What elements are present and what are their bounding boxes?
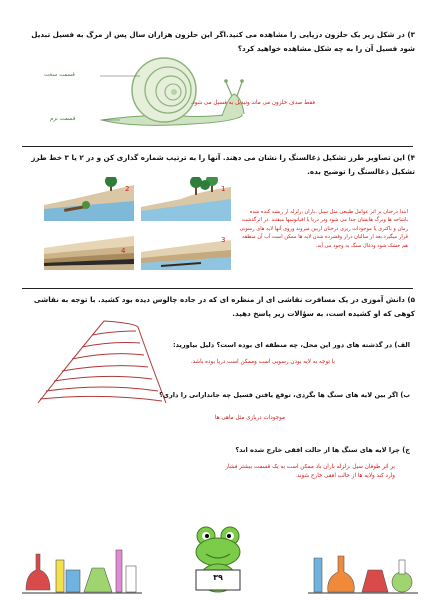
snail-illustration [92, 54, 252, 132]
coal-scene-3 [141, 226, 231, 270]
question-5b-answer: موجودات دریازی مثل ماهی ها [214, 415, 285, 421]
scene-number-3: 3 [221, 236, 226, 244]
question-5a: الف) در گذشته های دور این محل، چه منطقه ای بوده است؟ دلیل بیاورید: [172, 341, 410, 349]
coal-scene-1 [141, 177, 231, 221]
question-5c: ج) چرا لایه های سنگ ها از حالت افقی خارج شده اند؟ [235, 446, 410, 454]
label-hard-part: قسمت سخت [44, 72, 75, 78]
scene-number-1: 1 [221, 185, 226, 193]
divider-2 [22, 288, 413, 289]
coal-scene-2 [44, 177, 134, 221]
scene-number-4: 4 [121, 247, 126, 255]
question-5-text: ۵) دانش آموزی در یک مسافرت نقاشی ای از منظره ای که در جاده چالوس دیده بود کشید. با توجه به نقاشی کوهی که او کشیده است، به سؤالات زیر پاسخ دهید. [33, 295, 415, 318]
scene-number-2: 2 [125, 185, 130, 193]
layered-mountain-drawing [34, 317, 169, 405]
question-4-text: ۴) این تصاویر طرز تشکیل ذغالسنگ را نشان می دهند. آنها را به ترتیب شماره گذاری کن و در ۲ یا ۳ خط طرز تشکیل ذغالسنگ را توضیح بده. [31, 153, 415, 176]
question-5a-answer: با توجه به لایه بودن رسوبی است وممکن است دریا بوده باشد. [190, 359, 335, 365]
divider-1 [22, 146, 413, 147]
label-soft-part: قسمت نرم [50, 116, 76, 122]
question-3-answer: فقط صدف حلزون می ماند وتبدیل به فسیل می شود. [190, 100, 315, 106]
question-3-text: ۳) در شکل زیر یک حلزون دریایی را مشاهده می کنید.اگر این حلزون هزاران سال پس از مرگ به فسیل تبدیل شود فسیل آن را به چه شکل مشاهده خواهید کرد؟ [31, 30, 415, 53]
frog-mascot-illustration [182, 524, 254, 596]
question-5b: ب) اگر بین لایه های سنگ ها بگردی، توقع یافتن فسیل چه جاندارانی را داری؟ [159, 391, 410, 399]
lab-glassware-right-illustration [308, 540, 418, 595]
lab-glassware-left-illustration [22, 540, 142, 595]
page-number: ۳۹ [213, 573, 223, 582]
question-4-answer: ابتدا درختان بر اثر عوامل طبیعی مثل سیل ،باران ،زلزله از ریشه کنده شده باشاخه ها وبرگ هایشان جدا می شود ودر دریا یا اقیانوسها میفتند .در اثرگذشت زمان و باکتری یا موجودات ریزی درختان ازبین میروند وروی آنها لایه های رسوبی قرار میگیرد.بعد از سالیان دراز وفشرده شدن لایه ها ممکن است آب آن منطقه هم خشک شود وذغال سنگ به وجود می آید. [239, 209, 408, 249]
question-5c-answer: بر اثر طوفان سیل ،زلزله باران باد ممکن است به یک قسمت بیشتر فشار وارد کند ولایه ها از حالت افقی خارج شوند. [225, 464, 395, 480]
